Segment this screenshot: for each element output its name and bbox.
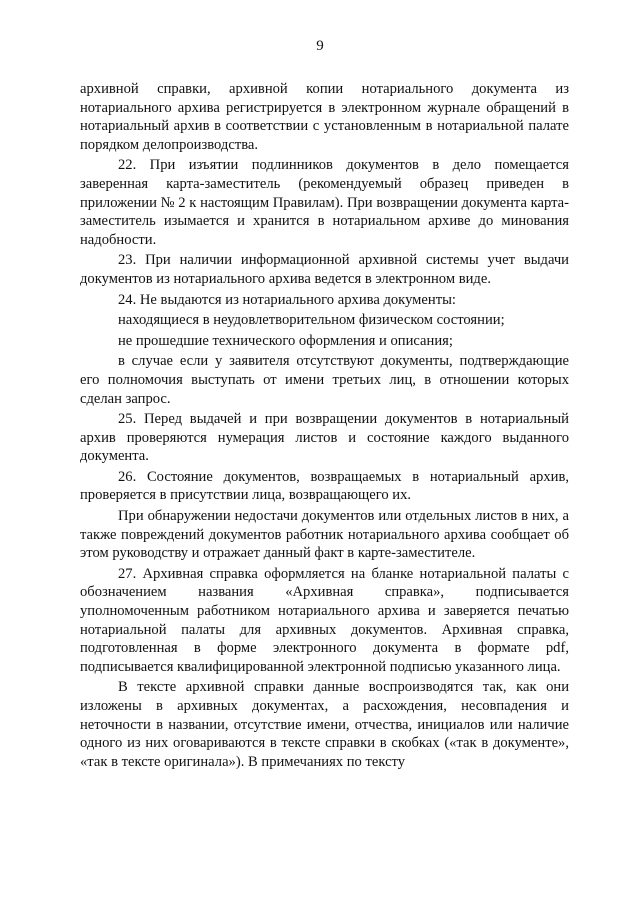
paragraph-23: 23. При наличии информационной архивной системы учет выдачи документов из нотариального архива ведется в электронном виде. bbox=[80, 252, 569, 287]
paragraph-22: 22. При изъятии подлинников документов в дело помещается заверенная карта-заместитель (рекомендуемый образец приведен в приложении № 2 к настоящим Правилам). При возвращении документа карта-заместитель изымается и хранится в нотариальном архиве до минования надобности. bbox=[80, 157, 569, 248]
paragraph-27-text-rules: В тексте архивной справки данные воспроизводятся так, как они изложены в архивных документах, а расхождения, несовпадения и неточности в названии, отсутствие имени, отчества, инициалов или наличие одного из них оговариваются в тексте справки в скобках («так в документе», «так в тексте оригинала»). В примечаниях по тексту bbox=[80, 679, 569, 770]
paragraph-26-shortage: При обнаружении недостачи документов или отдельных листов в них, а также повреждений документов работник нотариального архива сообщает об этом руководству и отражает данный факт в карте-заместителе. bbox=[80, 508, 569, 562]
paragraph-26: 26. Состояние документов, возвращаемых в нотариальный архив, проверяется в присутствии лица, возвращающего их. bbox=[80, 468, 569, 504]
paragraph-24-item-3: в случае если у заявителя отсутствуют документы, подтверждающие его полномочия выступать от имени третьих лиц, в отношении которых сделан запрос. bbox=[80, 353, 569, 407]
paragraph-24: 24. Не выдаются из нотариального архива документы: bbox=[118, 291, 456, 308]
document-body bbox=[80, 80, 569, 773]
paragraph-27: 27. Архивная справка оформляется на бланке нотариальной палаты с обозначением названия «Архивная справка», подписывается уполномоченным работником нотариального архива и заверяется печатью нотариальной палаты для архивных документов. Архивная справка, подготовленная в форме электронного документа в формате pdf, подписывается квалифицированной электронной подписью указанного лица. bbox=[80, 565, 569, 675]
page-number: 9 bbox=[316, 38, 324, 54]
paragraph-25: 25. Перед выдачей и при возвращении документов в нотариальный архив проверяются нумерация листов и состояние каждого выданного документа. bbox=[80, 411, 569, 465]
paragraph-24-item-2: не прошедшие технического оформления и описания; bbox=[118, 332, 453, 349]
paragraph-continuation: архивной справки, архивной копии нотариального документа из нотариального архива регистрируется в электронном журнале обращений в нотариальный архив в соответствии с установленным в нотариальной палате порядком делопроизводства. bbox=[80, 81, 569, 153]
paragraph-24-item-1: находящиеся в неудовлетворительном физическом состоянии; bbox=[118, 312, 505, 329]
